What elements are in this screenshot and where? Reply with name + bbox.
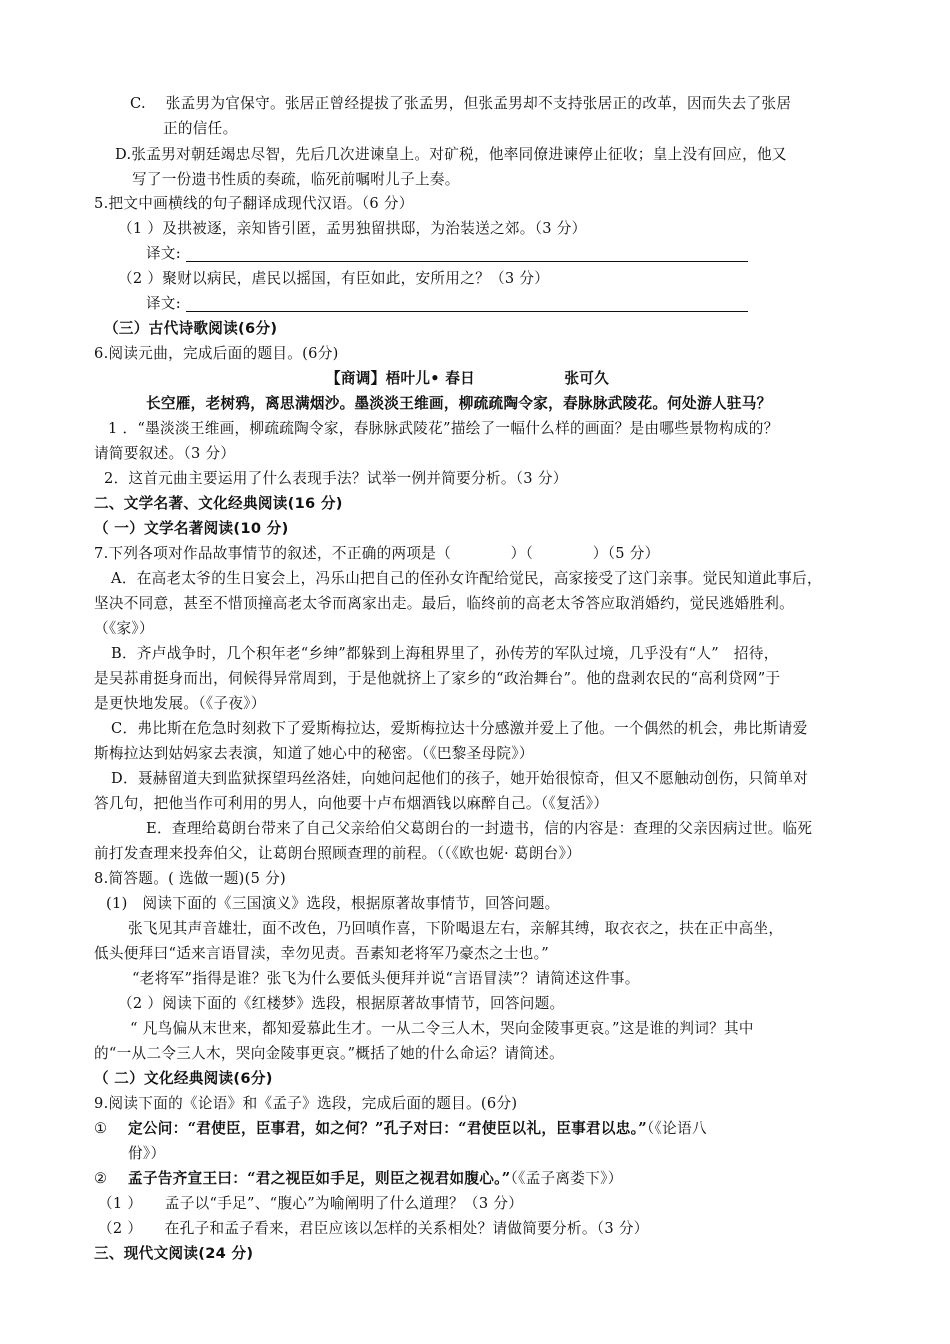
q7-option-d-line-1: D．聂赫留道夫到监狱探望玛丝洛娃，向她问起他们的孩子，她开始很惊奇，但又不愿触动创伤，只简单对: [111, 770, 809, 787]
q7-option-d-line-2: 答几句，把他当作可利用的男人，向他要十卢布烟酒钱以麻醉自己。（《复活》）: [94, 795, 609, 812]
q7-option-c-line-2: 斯梅拉达到姑妈家去表演，知道了她心中的秘密。（《巴黎圣母院》）: [94, 745, 534, 762]
q9-stem: 9.阅读下面的《论语》和《孟子》选段，完成后面的题目。(6分): [94, 1095, 518, 1112]
option-d-line-1: D.张孟男对朝廷竭忠尽智，先后几次进谏皇上。对矿税，他率同僚进谏停止征收；皇上没有回应，他又: [115, 146, 787, 163]
q6-sub1-line-2: 请简要叙述。（3 分）: [94, 445, 236, 462]
poem-body: 长空雁，老树鸦，离思满烟沙。墨淡淡王维画，柳疏疏陶令家，春脉脉武陵花。何处游人驻马？: [146, 395, 772, 412]
q8-part-2-text-line-1: “ 凡鸟偏从末世来，都知爱慕此生才。一从二令三人木，哭向金陵事更哀。”这是谁的判词？其中: [130, 1020, 754, 1037]
q8-stem: 8.简答题。( 选做一题)(5 分): [94, 870, 287, 887]
section-2-heading: 二、文学名著、文化经典阅读(16 分): [94, 495, 343, 512]
q7-option-b-line-2: 是吴荪甫挺身而出，伺候得异常周到，于是他就挤上了家乡的“政治舞台”。他的盘剥农民的“高利贷网”于: [94, 670, 781, 687]
q7-option-c-line-1: C．弗比斯在危急时刻救下了爱斯梅拉达，爱斯梅拉达十分感激并爱上了他。一个偶然的机会，弗比斯请爱: [111, 720, 808, 737]
section-3-heading: 三、现代文阅读(24 分): [94, 1245, 254, 1262]
q7-option-b-line-3: 是更快地发展。（《子夜》）: [94, 695, 266, 712]
q5-sentence-1: （1 ）及拱被逐，亲知皆引匿，孟男独留拱邸，为治装送之郊。（3 分）: [118, 220, 587, 237]
q8-part-2-text-line-2: 的“一从二令三人木，哭向金陵事更哀。”概括了她的什么命运？请简述。: [94, 1045, 564, 1062]
section-2-1-heading: （ 一）文学名著阅读(10 分): [94, 520, 289, 537]
q5-sentence-2: （2 ）聚财以病民，虐民以摇国，有臣如此，安所用之？（3 分）: [118, 270, 550, 287]
q8-part-1-question: “老将军”指得是谁？张飞为什么要低头便拜并说“言语冒渎”？请简述这件事。: [132, 970, 640, 987]
q5-answer-label-1: 译文:: [146, 245, 182, 262]
q9-item-1-mark: ①: [94, 1120, 108, 1137]
q9-item-2-line: [128, 1169, 623, 1189]
q7-option-e-line-2: 前打发查理来投奔伯父，让葛朗台照顾查理的前程。（（《欧也妮· 葛朗台》）: [94, 845, 582, 862]
q6-stem: 6.阅读元曲，完成后面的题目。(6分): [94, 345, 339, 362]
poem-title: 【商调】梧叶儿• 春日 张可久: [326, 370, 610, 387]
q9-item-2-source: （《孟子离娄下》）: [510, 1170, 623, 1187]
q8-part-2: （2 ）阅读下面的《红楼梦》选段，根据原著故事情节，回答问题。: [118, 995, 565, 1012]
q7-option-a-line-1: A．在高老太爷的生日宴会上，冯乐山把自己的侄孙女许配给觉民，高家接受了这门亲事。觉民知道此事后，: [111, 570, 822, 587]
q8-part-1-text-line-1: 张飞见其声音雄壮，面不改色，乃回嗔作喜，下阶喝退左右，亲解其缚，取衣衣之，扶在正中高坐，: [128, 920, 784, 937]
q9-item-1-quote: 定公问：“君使臣，臣事君，如之何？”孔子对曰：“君使臣以礼，臣事君以忠。”: [128, 1120, 647, 1137]
q9-item-2-quote: 孟子告齐宣王曰：“君之视臣如手足，则臣之视君如腹心。”: [128, 1170, 511, 1187]
q9-item-1-line-2: 佾》）: [128, 1145, 166, 1162]
q8-part-1: (1) 阅读下面的《三国演义》选段，根据原著故事情节，回答问题。: [106, 895, 560, 912]
q5-answer-label-2: 译文:: [146, 295, 182, 312]
q7-option-e-line-1: E．查理给葛朗台带来了自己父亲给伯父葛朗台的一封遗书，信的内容是：查理的父亲因病过世。临死: [146, 820, 813, 837]
q7-option-b-line-1: B．齐卢战争时，几个积年老“乡绅”都躲到上海租界里了，孙传芳的军队过境，几乎没有“人” 招待，: [111, 645, 779, 662]
q9-item-1-source: （《论语八: [646, 1120, 707, 1137]
q7-stem: 7.下列各项对作品故事情节的叙述，不正确的两项是（ ）（ ）（5 分）: [94, 545, 660, 562]
section-ancient-poetry: （三）古代诗歌阅读(6分): [104, 320, 278, 337]
q9-sub-2: （2 ） 在孔子和孟子看来，君臣应该以怎样的关系相处？请做简要分析。（3 分）: [98, 1220, 649, 1237]
q7-option-a-line-3: （《家》）: [94, 620, 154, 637]
q6-sub2: 2．这首元曲主要运用了什么表现手法？试举一例并简要分析。（3 分）: [104, 470, 568, 487]
q7-option-a-line-2: 坚决不同意，甚至不惜顶撞高老太爷而离家出走。最后，临终前的高老太爷答应取消婚约，觉民逃婚胜利。: [94, 595, 795, 612]
section-2-2-heading: （ 二）文化经典阅读(6分): [94, 1070, 273, 1087]
option-c-line-1: C. 张孟男为官保守。张居正曾经提拔了张孟男，但张孟男却不支持张居正的改革，因而失去了张居: [130, 95, 792, 112]
option-d-line-2: 写了一份遗书性质的奏疏，临死前嘱咐儿子上奏。: [132, 171, 460, 188]
q9-item-1-line-1: [128, 1119, 707, 1139]
q5-answer-line-2[interactable]: [186, 311, 748, 312]
option-c-line-2: 正的信任。: [163, 120, 238, 137]
q8-part-1-text-line-2: 低头便拜曰“适来言语冒渎，幸勿见责。吾素知老将军乃豪杰之士也。”: [94, 945, 550, 962]
q9-item-2-mark: ②: [94, 1170, 108, 1187]
q5-stem: 5.把文中画横线的句子翻译成现代汉语。（6 分）: [94, 195, 414, 212]
q5-answer-line-1[interactable]: [186, 261, 748, 262]
q9-sub-1: （1 ） 孟子以“手足”、“腹心”为喻阐明了什么道理？（3 分）: [98, 1195, 524, 1212]
q6-sub1-line-1: 1 ．“墨淡淡王维画，柳疏疏陶令家，春脉脉武陵花”描绘了一幅什么样的画面？是由哪些景物构成的？: [108, 420, 779, 437]
